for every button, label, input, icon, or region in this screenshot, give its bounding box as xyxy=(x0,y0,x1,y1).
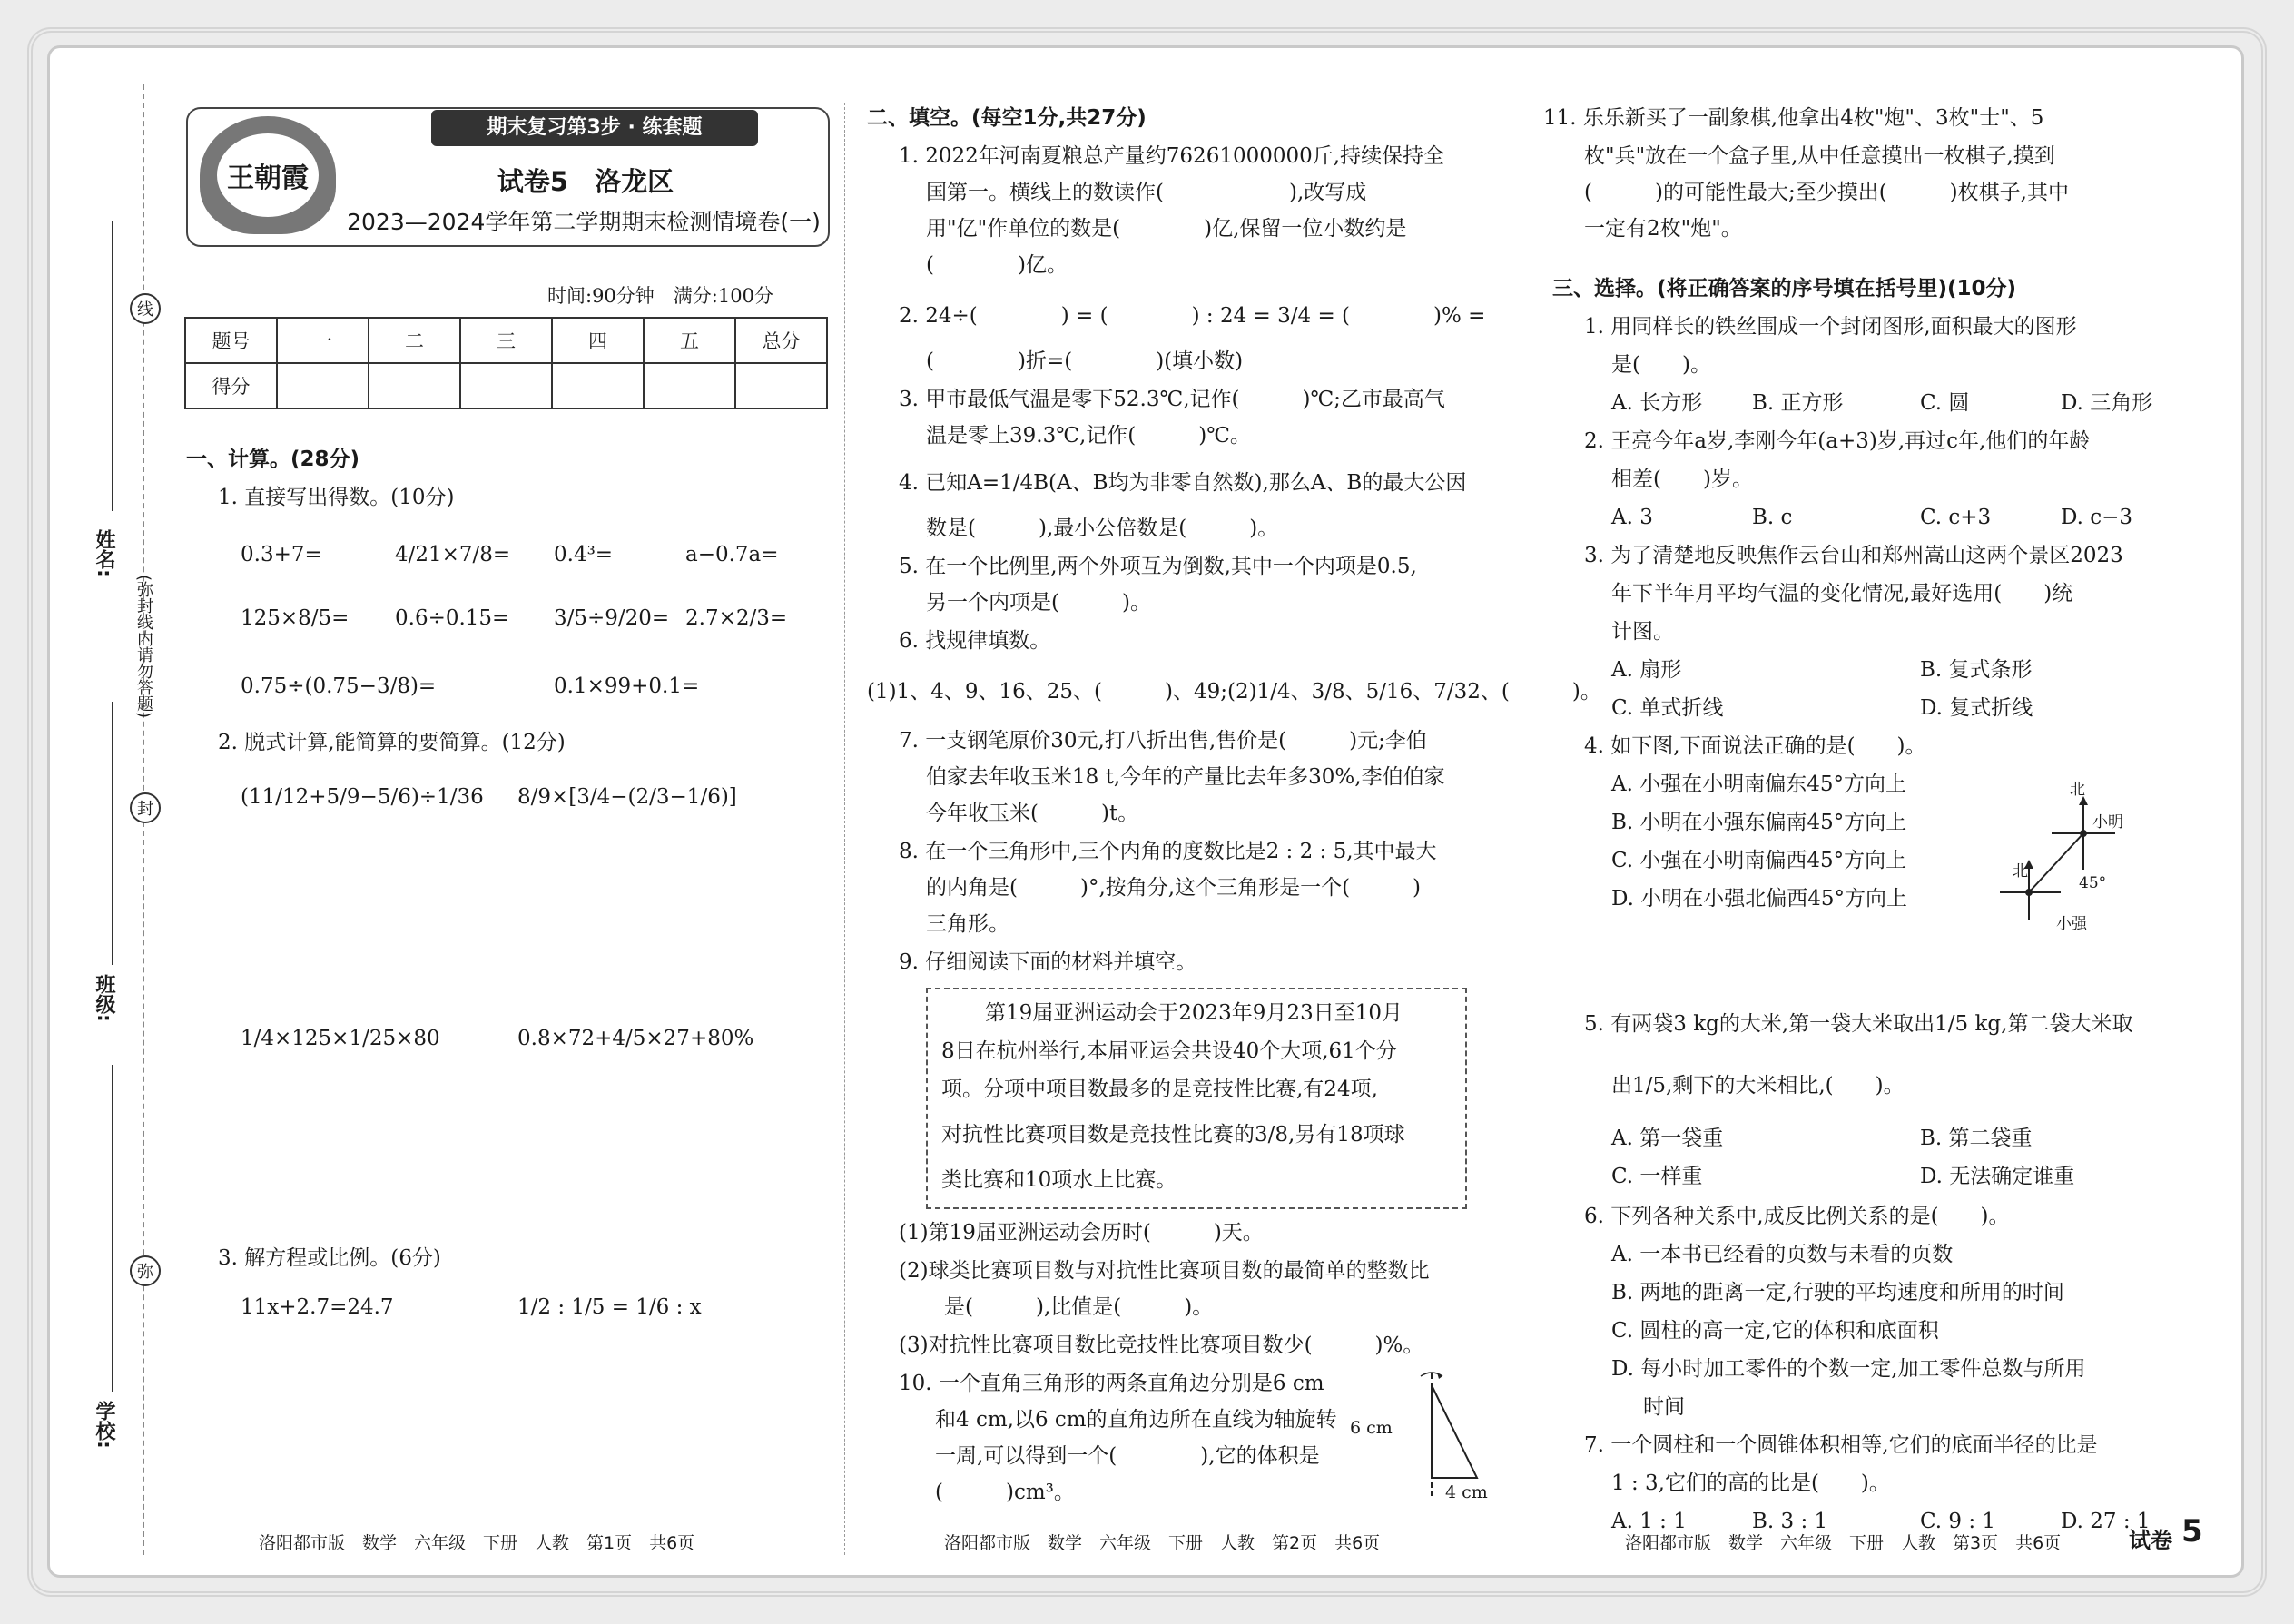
q11-line-1: 11. 乐乐新买了一副象棋,他拿出4枚"炮"、3枚"士"、5 xyxy=(1543,106,2044,130)
fig-north-1: 北 xyxy=(2070,781,2085,799)
q1-r2-a: 125×8/5= xyxy=(241,606,350,630)
school-label: 学校: xyxy=(93,1401,115,1449)
c1-opt-c[interactable]: C. 圆 xyxy=(1920,391,1970,415)
fill-line-25: (3)对抗性比赛项目数比竞技性比赛项目数少( )%。 xyxy=(899,1334,1424,1357)
c7-opt-d[interactable]: D. 27 : 1 xyxy=(2061,1510,2151,1533)
footer-page-3: 洛阳都市版 数学 六年级 下册 人教 第3页 共6页 xyxy=(1625,1533,2062,1553)
c3-line-2: 年下半年月平均气温的变化情况,最好选用( )统 xyxy=(1611,582,2073,605)
c4-opt-c[interactable]: C. 小强在小明南偏西45°方向上 xyxy=(1611,849,1907,872)
box-line-4: 对抗性比赛项目数是竞技性比赛的3/8,另有18项球 xyxy=(941,1123,1405,1147)
fill-line-10: 数是( ),最小公倍数是( )。 xyxy=(926,517,1279,540)
cell-score-5[interactable] xyxy=(644,363,735,408)
c5-opt-a[interactable]: A. 第一袋重 xyxy=(1611,1127,1724,1150)
c7-opt-a[interactable]: A. 1 : 1 xyxy=(1611,1510,1687,1533)
q1-r3-b: 0.1×99+0.1= xyxy=(554,674,700,698)
fill-line-7: 3. 甲市最低气温是零下52.3℃,记作( )℃;乙市最高气 xyxy=(899,388,1445,411)
c3-opt-c[interactable]: C. 单式折线 xyxy=(1611,696,1724,720)
c3-line-1: 3. 为了清楚地反映焦作云台山和郑州嵩山这两个景区2023 xyxy=(1584,544,2123,567)
c6-opt-c[interactable]: C. 圆柱的高一定,它的体积和底面积 xyxy=(1611,1319,1939,1343)
c6-opt-a[interactable]: A. 一本书已经看的页数与未看的页数 xyxy=(1611,1243,1954,1266)
c4-line-1: 4. 如下图,下面说法正确的是( )。 xyxy=(1584,734,1926,758)
cell-score-total[interactable] xyxy=(735,363,827,408)
cell-header-1: 一 xyxy=(277,318,369,363)
logo-text: 王朝霞 xyxy=(217,133,319,217)
c6-opt-d-cont: 时间 xyxy=(1643,1395,1685,1419)
q2-a: (11/12+5/9−5/6)÷1/36 xyxy=(241,785,484,809)
c1-opt-b[interactable]: B. 正方形 xyxy=(1752,391,1844,415)
fig-xiaoqiang: 小强 xyxy=(2056,915,2087,933)
c5-line-1: 5. 有两袋3 kg的大米,第一袋大米取出1/5 kg,第二袋大米取 xyxy=(1584,1012,2133,1036)
q2-c: 1/4×125×1/25×80 xyxy=(241,1027,440,1050)
fill-line-4: ( )亿。 xyxy=(926,253,1068,277)
c7-opt-b[interactable]: B. 3 : 1 xyxy=(1752,1510,1828,1533)
c7-line-2: 1 : 3,它们的高的比是( )。 xyxy=(1611,1471,1890,1495)
c4-opt-a[interactable]: A. 小强在小明南偏东45°方向上 xyxy=(1611,773,1906,796)
q11-line-4: 一定有2枚"炮"。 xyxy=(1584,217,1742,241)
c5-opt-d[interactable]: D. 无法确定谁重 xyxy=(1920,1165,2075,1188)
fill-line-3: 用"亿"作单位的数是( )亿,保留一位小数约是 xyxy=(926,217,1407,241)
c2-line-1: 2. 王亮今年a岁,李刚今年(a+3)岁,再过c年,他们的年龄 xyxy=(1584,429,2091,453)
cell-header-4: 四 xyxy=(552,318,644,363)
fill-line-22: (1)第19届亚洲运动会历时( )天。 xyxy=(899,1221,1264,1245)
fig-angle: 45° xyxy=(2079,874,2107,892)
q1-r1-b: 4/21×7/8= xyxy=(395,543,511,566)
q1-title: 1. 直接写出得数。(10分) xyxy=(218,486,455,509)
c3-line-3: 计图。 xyxy=(1611,620,1674,644)
fill-line-5: 2. 24÷( ) = ( ) : 24 = 3/4 = ( )% = xyxy=(899,304,1486,328)
fill-line-17: 今年收玉米( )t。 xyxy=(926,802,1139,825)
q1-r3-a: 0.75÷(0.75−3/8)= xyxy=(241,674,437,698)
fill-line-29: ( )cm³。 xyxy=(935,1481,1075,1504)
footer-page-2: 洛阳都市版 数学 六年级 下册 人教 第2页 共6页 xyxy=(944,1533,1381,1553)
fill-line-27: 和4 cm,以6 cm的直角边所在直线为轴旋转 xyxy=(935,1408,1337,1432)
box-line-1: 第19届亚洲运动会于2023年9月23日至10月 xyxy=(985,1001,1403,1025)
q3-a: 11x+2.7=24.7 xyxy=(241,1295,394,1319)
fill-line-12: 另一个内项是( )。 xyxy=(926,591,1151,615)
fill-line-14: (1)1、4、9、16、25、( )、49;(2)1/4、3/8、5/16、7/32、( )。 xyxy=(867,680,1601,704)
cell-score-1[interactable] xyxy=(277,363,369,408)
fill-line-24: 是( ),比值是( )。 xyxy=(944,1295,1214,1319)
exam-title: 试卷5 洛龙区 xyxy=(497,166,674,197)
fill-line-11: 5. 在一个比例里,两个外项互为倒数,其中一个内项是0.5, xyxy=(899,555,1417,578)
c2-line-2: 相差( )岁。 xyxy=(1611,468,1753,491)
c2-opt-d[interactable]: D. c−3 xyxy=(2061,506,2133,529)
school-blank[interactable] xyxy=(112,1065,113,1392)
name-label: 姓名: xyxy=(93,529,115,577)
fill-line-20: 三角形。 xyxy=(926,912,1009,936)
c7-opt-c[interactable]: C. 9 : 1 xyxy=(1920,1510,1996,1533)
binding-warning: (弥封线内请勿答题) xyxy=(134,575,153,719)
c3-opt-a[interactable]: A. 扇形 xyxy=(1611,658,1682,682)
c2-opt-a[interactable]: A. 3 xyxy=(1611,506,1653,529)
cell-score-label: 得分 xyxy=(185,363,277,408)
q1-r1-d: a−0.7a= xyxy=(685,543,779,566)
box-line-5: 类比赛和10项水上比赛。 xyxy=(941,1168,1177,1192)
exam-subtitle: 2023—2024学年第二学期期末检测情境卷(一) xyxy=(347,209,821,235)
q1-r2-c: 3/5÷9/20= xyxy=(554,606,670,630)
cell-score-3[interactable] xyxy=(460,363,552,408)
fill-line-16: 伯家去年收玉米18 t,今年的产量比去年多30%,李伯伯家 xyxy=(926,765,1445,789)
fill-line-13: 6. 找规律填数。 xyxy=(899,629,1051,653)
c3-opt-d[interactable]: D. 复式折线 xyxy=(1920,696,2033,720)
c6-opt-b[interactable]: B. 两地的距离一定,行驶的平均速度和所用的时间 xyxy=(1611,1281,2064,1304)
paper-number: 5 xyxy=(2181,1513,2203,1550)
fig-xiaoming: 小明 xyxy=(2092,813,2123,832)
fill-line-28: 一周,可以得到一个( ),它的体积是 xyxy=(935,1444,1320,1468)
fig-north-2: 北 xyxy=(2013,862,2028,881)
fill-line-19: 的内角是( )°,按角分,这个三角形是一个( ) xyxy=(926,876,1422,900)
q2-d: 0.8×72+4/5×27+80% xyxy=(517,1027,754,1050)
q11-line-2: 枚"兵"放在一个盒子里,从中任意摸出一枚棋子,摸到 xyxy=(1584,144,2055,168)
q1-r1-a: 0.3+7= xyxy=(241,543,322,566)
q3-b: 1/2 : 1/5 = 1/6 : x xyxy=(517,1295,702,1319)
c2-opt-c[interactable]: C. c+3 xyxy=(1920,506,1992,529)
c2-opt-b[interactable]: B. c xyxy=(1752,506,1793,529)
footer-page-1: 洛阳都市版 数学 六年级 下册 人教 第1页 共6页 xyxy=(259,1533,695,1553)
direction-figure xyxy=(1993,783,2138,929)
q1-r1-c: 0.4³= xyxy=(554,543,614,566)
fill-line-26: 10. 一个直角三角形的两条直角边分别是6 cm xyxy=(899,1372,1324,1395)
name-blank[interactable] xyxy=(112,221,113,511)
c1-opt-a[interactable]: A. 长方形 xyxy=(1611,391,1703,415)
fill-line-18: 8. 在一个三角形中,三个内角的度数比是2 : 2 : 5,其中最大 xyxy=(899,840,1437,863)
section-2-title: 二、填空。(每空1分,共27分) xyxy=(867,106,1147,130)
cell-header-2: 二 xyxy=(369,318,460,363)
c5-opt-b[interactable]: B. 第二袋重 xyxy=(1920,1127,2033,1150)
q1-r2-b: 0.6÷0.15= xyxy=(395,606,510,630)
cell-header-3: 三 xyxy=(460,318,552,363)
q2-b: 8/9×[3/4−(2/3−1/6)] xyxy=(517,785,737,809)
class-label: 班级: xyxy=(93,974,115,1022)
banner: 期末复习第3步 · 练套题 xyxy=(431,110,758,146)
seal-mark-line: 线 xyxy=(130,293,161,324)
cell-score-2[interactable] xyxy=(369,363,460,408)
seal-mark-secret: 弥 xyxy=(130,1255,161,1286)
c7-line-1: 7. 一个圆柱和一个圆锥体积相等,它们的底面半径的比是 xyxy=(1584,1433,2098,1457)
c5-line-2: 出1/5,剩下的大米相比,( )。 xyxy=(1611,1074,1905,1097)
fill-line-21: 9. 仔细阅读下面的材料并填空。 xyxy=(899,950,1197,974)
box-line-2: 8日在杭州举行,本届亚运会共设40个大项,61个分 xyxy=(941,1039,1397,1063)
c6-opt-d[interactable]: D. 每小时加工零件的个数一定,加工零件总数与所用 xyxy=(1611,1357,2086,1381)
cell-score-4[interactable] xyxy=(552,363,644,408)
triangle-side-b: 4 cm xyxy=(1445,1482,1488,1502)
c6-line-1: 6. 下列各种关系中,成反比例关系的是( )。 xyxy=(1584,1205,2010,1228)
fill-line-8: 温是零上39.3℃,记作( )℃。 xyxy=(926,424,1251,448)
class-blank[interactable] xyxy=(112,702,113,965)
fill-line-6: ( )折=( )(填小数) xyxy=(926,349,1244,373)
box-line-3: 项。分项中项目数最多的是竞技性比赛,有24项, xyxy=(941,1078,1378,1101)
fill-line-1: 1. 2022年河南夏粮总产量约76261000000斤,持续保持全 xyxy=(899,144,1445,168)
q3-title: 3. 解方程或比例。(6分) xyxy=(218,1246,441,1270)
q1-r2-d: 2.7×2/3= xyxy=(685,606,788,630)
c4-opt-b[interactable]: B. 小明在小强东偏南45°方向上 xyxy=(1611,811,1907,834)
c3-opt-b[interactable]: B. 复式条形 xyxy=(1920,658,2033,682)
triangle-side-a: 6 cm xyxy=(1350,1418,1393,1438)
fill-line-15: 7. 一支钢笔原价30元,打八折出售,售价是( )元;李伯 xyxy=(899,729,1427,753)
score-table xyxy=(184,317,828,409)
cell-header-5: 五 xyxy=(644,318,735,363)
q2-title: 2. 脱式计算,能简算的要简算。(12分) xyxy=(218,731,566,754)
fill-line-2: 国第一。横线上的数读作( ),改写成 xyxy=(926,181,1367,204)
c1-line-2: 是( )。 xyxy=(1611,353,1711,377)
section-1-title: 一、计算。(28分) xyxy=(186,448,360,471)
fill-line-9: 4. 已知A=1/4B(A、B均为非零自然数),那么A、B的最大公因 xyxy=(899,471,1467,495)
c5-opt-c[interactable]: C. 一样重 xyxy=(1611,1165,1703,1188)
logo xyxy=(200,116,336,234)
c4-opt-d[interactable]: D. 小明在小强北偏西45°方向上 xyxy=(1611,887,1908,910)
c1-opt-d[interactable]: D. 三角形 xyxy=(2061,391,2153,415)
cell-header-0: 题号 xyxy=(185,318,277,363)
fill-line-23: (2)球类比赛项目数与对抗性比赛项目数的最简单的整数比 xyxy=(899,1259,1430,1283)
exam-sheet xyxy=(47,45,2244,1578)
q11-line-3: ( )的可能性最大;至少摸出( )枚棋子,其中 xyxy=(1584,181,2069,204)
paper-tag: 试卷 xyxy=(2129,1528,2172,1553)
section-3-title: 三、选择。(将正确答案的序号填在括号里)(10分) xyxy=(1552,277,2017,300)
cell-header-6: 总分 xyxy=(735,318,827,363)
time-score: 时间:90分钟 满分:100分 xyxy=(547,285,773,307)
c1-line-1: 1. 用同样长的铁丝围成一个封闭图形,面积最大的图形 xyxy=(1584,315,2077,339)
seal-mark-seal: 封 xyxy=(130,792,161,823)
column-divider-1 xyxy=(844,103,845,1555)
